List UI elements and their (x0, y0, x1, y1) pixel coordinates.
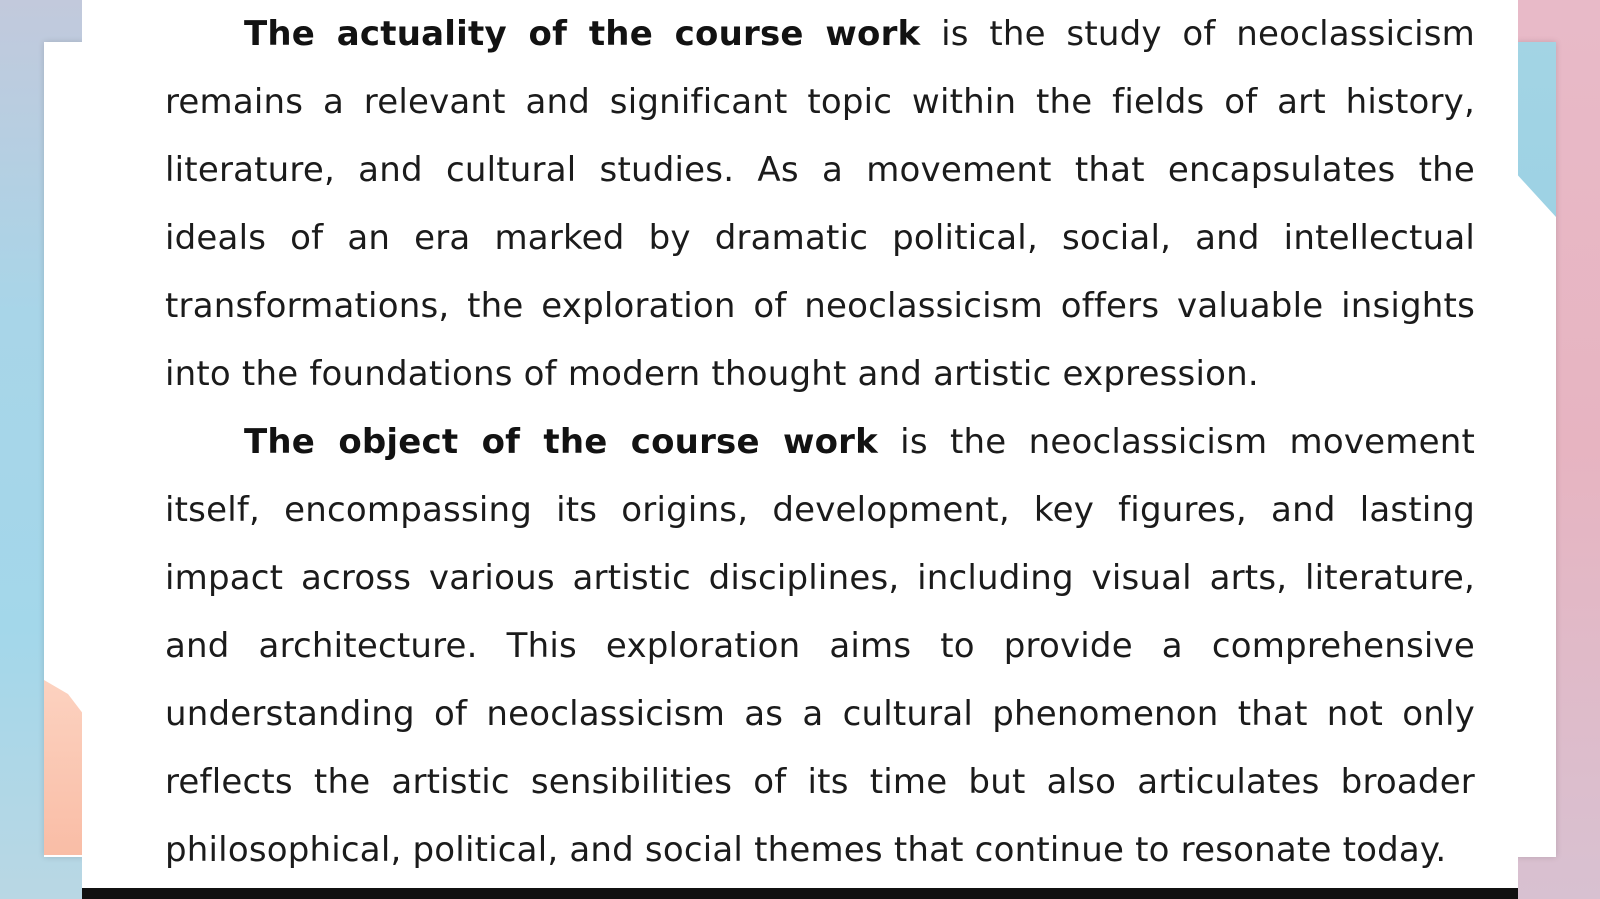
paragraph-lead-object: The object of the course work (244, 422, 878, 462)
document-body (165, 0, 1475, 884)
paragraph-body-object: is the neoclassicism movement itself, encompassing its origins, development, key figures, and lasting impact across various artistic disciplines, including visual arts, literature, and architecture. This exploration aims to provide a comprehensive understanding of neoclassicism as a cultural phenomenon that not only reflects the artistic sensibilities of its time but also articulates broader philosophical, political, and social themes that continue to resonate today. (165, 422, 1475, 870)
paragraph-object (165, 408, 1475, 884)
paragraph-body-actuality: is the study of neoclassicism remains a relevant and significant topic within the fields of art history, literature, and cultural studies. As a movement that encapsulates the ideals of an era marked by dramatic political, social, and intellectual transformations, the exploration of neoclassicism offers valuable insights into the foundations of modern thought and artistic expression. (165, 14, 1475, 394)
paragraph-lead-actuality: The actuality of the course work (244, 14, 921, 54)
bottom-bar (82, 888, 1518, 899)
document-page (82, 0, 1518, 888)
paragraph-actuality (165, 0, 1475, 408)
